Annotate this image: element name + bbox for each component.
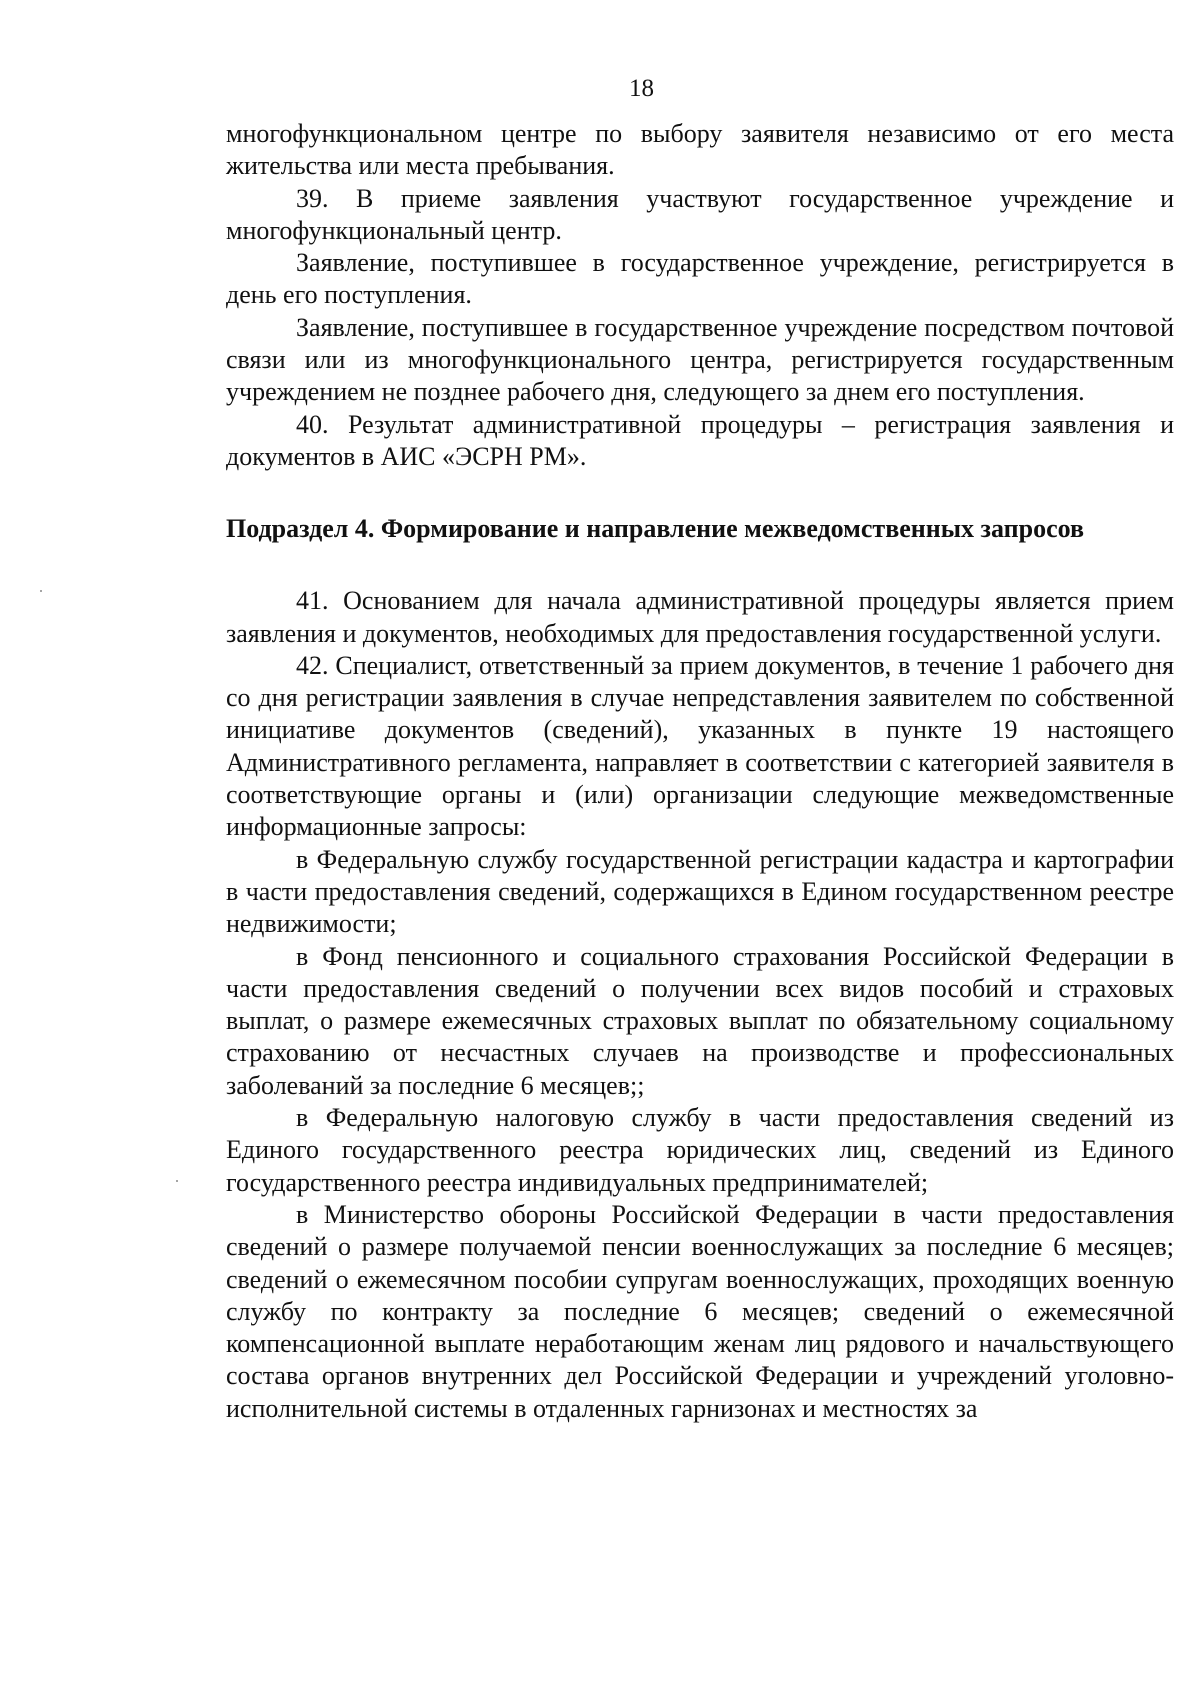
paragraph-42: 42. Специалист, ответственный за прием документов, в течение 1 рабочего дня со дня регистрации заявления в случае непредставления заявителем по собственной инициативе документов (сведений), указанных в пункте 19 настоящего Административного регламента, направляет в соответствии с категорией заявителя в соответствующие органы и (или) организации следующие межведомственные информационные запросы:: [226, 650, 1174, 842]
paragraph-42-mod: в Министерство обороны Российской Федерации в части предоставления сведений о размере получаемой пенсии военнослужащих за последние 6 месяцев; сведений о ежемесячном пособии супругам военнослужащих, проходящих военную службу по контракту за последние 6 месяцев; сведений о ежемесячной компенсационной выплате неработающим женам лиц рядового и начальствующего состава органов внутренних дел Российской Федерации и учреждений уголовно-исполнительной системы в отдаленных гарнизонах и местностях за: [226, 1199, 1174, 1423]
spacer: [226, 545, 1174, 585]
paragraph-42-sfr: в Фонд пенсионного и социального страхования Российской Федерации в части предоставления сведений о получении всех видов пособий и страховых выплат, о размере ежемесячных страховых выплат по обязательному социальному страхованию от несчастных случаев на производстве и профессиональных заболеваний за последние 6 месяцев;;: [226, 941, 1174, 1100]
spacer: [226, 473, 1174, 513]
paragraph-42-rosreestr: в Федеральную службу государственной регистрации кадастра и картографии в части предоставления сведений, содержащихся в Едином государственном реестре недвижимости;: [226, 844, 1174, 939]
paragraph-continuation: многофункциональном центре по выбору заявителя независимо от его места жительства или места пребывания.: [226, 119, 1174, 181]
paragraph-39-postal: Заявление, поступившее в государственное учреждение посредством почтовой связи или из многофункционального центра, регистрируется государственным учреждением не позднее рабочего дня, следующего за днем его поступления.: [226, 312, 1174, 407]
section-heading: Подраздел 4. Формирование и направление межведомственных запросов: [226, 514, 1085, 544]
paragraph-39: 39. В приеме заявления участвуют государственное учреждение и многофункциональный центр.: [226, 183, 1174, 245]
page-number: 18: [629, 75, 654, 102]
document-body: [226, 118, 1174, 1425]
scan-speck: [176, 1180, 178, 1182]
paragraph-41: 41. Основанием для начала административной процедуры является прием заявления и документов, необходимых для предоставления государственной услуги.: [226, 586, 1174, 648]
paragraph-42-fns: в Федеральную налоговую службу в части предоставления сведений из Единого государственного реестра юридических лиц, сведений из Единого государственного реестра индивидуальных предпринимателей;: [226, 1103, 1174, 1197]
paragraph-40: 40. Результат административной процедуры – регистрация заявления и документов в АИС «ЭСРН РМ».: [226, 409, 1174, 471]
scan-speck: [40, 590, 42, 592]
paragraph-39-registration: Заявление, поступившее в государственное учреждение, регистрируется в день его поступления.: [226, 248, 1174, 310]
